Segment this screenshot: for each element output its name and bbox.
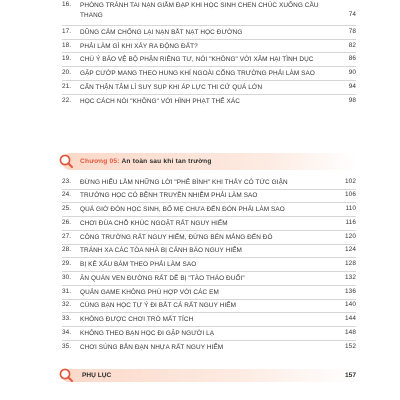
entry-title: DŨNG CẢM CHỐNG LẠI NẠN BẮT NẠT HỌC ĐƯỜNG bbox=[80, 29, 243, 36]
divider bbox=[62, 326, 356, 327]
entry-page: 144 bbox=[345, 315, 356, 322]
entry-title: BỊ KẺ XẤU BÁM THEO PHẢI LÀM SAO bbox=[80, 261, 197, 268]
entry-page: 124 bbox=[345, 246, 356, 253]
entry-title: CHƠI ĐÙA CHỖ KHÚC NGOẶT RẤT NGUY HIỂM bbox=[80, 220, 228, 227]
divider bbox=[62, 25, 356, 26]
divider bbox=[62, 230, 356, 231]
divider bbox=[62, 216, 356, 217]
entry-page: 148 bbox=[345, 329, 356, 336]
magnifier-icon bbox=[59, 368, 73, 382]
divider bbox=[62, 66, 356, 67]
entry-page: 116 bbox=[345, 219, 356, 226]
entry-title: CÙNG BẠN HỌC TỰ Ý ĐI BẮT CÁ RẤT NGUY HIỂM bbox=[80, 302, 237, 309]
divider bbox=[62, 244, 356, 245]
entry-title: CHÚ Ý BẢO VỆ BỘ PHẬN RIÊNG TƯ, NÓI "KHÔNG" VỚI XÂM HẠI TÌNH DỤC bbox=[80, 56, 314, 63]
entry-title: CẨN THẬN TÂM LÍ SUY SỤP KHI ÁP LỰC THI CỬ QUÁ LỚN bbox=[80, 84, 263, 91]
entry-page: 82 bbox=[348, 42, 356, 49]
chapter-name: An toàn sau khi tan trường bbox=[121, 158, 212, 165]
magnifier-icon bbox=[59, 154, 73, 168]
entry-number: 16. bbox=[62, 1, 72, 8]
entry-page: 106 bbox=[345, 191, 356, 198]
entry-number: 17. bbox=[62, 28, 72, 35]
entry-page: 74 bbox=[348, 11, 356, 18]
entry-page: 136 bbox=[345, 288, 356, 295]
entry-title: QUÁ GIỜ ĐÓN HỌC SINH, BỐ MẸ CHƯA ĐẾN ĐÓN PHẢI LÀM SAO bbox=[80, 206, 285, 213]
appendix-page: 157 bbox=[344, 372, 356, 379]
entry-page: 90 bbox=[348, 69, 356, 76]
divider bbox=[62, 202, 356, 203]
entry-number: 32. bbox=[62, 301, 72, 308]
entry-title: TRƯỜNG HỌC CÓ BỆNH TRUYỀN NHIỄM PHẢI LÀM SAO bbox=[80, 192, 258, 199]
entry-page: 94 bbox=[348, 83, 356, 90]
entry-number: 20. bbox=[62, 69, 72, 76]
entry-number: 33. bbox=[62, 315, 72, 322]
entry-number: 27. bbox=[62, 233, 72, 240]
entry-number: 26. bbox=[62, 219, 72, 226]
entry-title: PHÒNG TRÁNH TAI NẠN GIẪM ĐẠP KHI HỌC SINH CHEN CHÚC XUỐNG CẦU THANG bbox=[80, 2, 319, 19]
divider bbox=[62, 285, 356, 286]
entry-title: KHÔNG ĐƯỢC CHƠI TRÒ MẤT TÍCH bbox=[80, 316, 194, 323]
entry-title: ĂN QUÁN VEN ĐƯỜNG RẤT DỄ BỊ "TÀO THÁO ĐUỔI" bbox=[80, 275, 245, 282]
divider bbox=[62, 299, 356, 300]
entry-number: 19. bbox=[62, 55, 72, 62]
appendix-title: PHỤ LỤC bbox=[82, 372, 112, 379]
entry-title: ĐỪNG HIỂU LẦM NHỮNG LỜI "PHÊ BÌNH" KHI THẤY CÓ TỨC GIẬN bbox=[80, 179, 288, 186]
entry-number: 21. bbox=[62, 83, 72, 90]
entry-number: 18. bbox=[62, 42, 72, 49]
divider bbox=[62, 257, 356, 258]
entry-number: 23. bbox=[62, 178, 72, 185]
entry-number: 34. bbox=[62, 329, 72, 336]
entry-number: 35. bbox=[62, 343, 72, 350]
entry-page: 86 bbox=[348, 55, 356, 62]
entry-page: 120 bbox=[345, 233, 356, 240]
entry-page: 152 bbox=[345, 343, 356, 350]
entry-number: 31. bbox=[62, 288, 72, 295]
entry-number: 29. bbox=[62, 260, 72, 267]
divider bbox=[62, 340, 356, 341]
entry-title: QUẢN GAME KHÔNG PHÙ HỢP VỚI CÁC EM bbox=[80, 289, 219, 296]
divider bbox=[62, 39, 356, 40]
entry-page: 128 bbox=[345, 260, 356, 267]
entry-page: 132 bbox=[345, 274, 356, 281]
entry-number: 22. bbox=[62, 97, 72, 104]
chapter-title bbox=[80, 158, 212, 165]
entry-page: 110 bbox=[345, 205, 356, 212]
entry-number: 25. bbox=[62, 205, 72, 212]
divider bbox=[62, 312, 356, 313]
divider bbox=[62, 189, 356, 190]
entry-number: 24. bbox=[62, 191, 72, 198]
entry-page: 102 bbox=[345, 178, 356, 185]
entry-page: 78 bbox=[348, 28, 356, 35]
entry-title: CHƠI SÚNG BẮN ĐẠN NHỰA RẤT NGUY HIỂM bbox=[80, 344, 224, 351]
entry-title: CÔNG TRƯỜNG RẤT NGUY HIỂM, ĐỪNG BÉN MẢNG ĐẾN ĐÓ bbox=[80, 234, 273, 241]
entry-title: GẶP CƯỚP MANG THEO HUNG KHÍ NGOÀI CỔNG TRƯỜNG PHẢI LÀM SAO bbox=[80, 70, 315, 77]
entry-number: 30. bbox=[62, 274, 72, 281]
entry-title: PHẢI LÀM GÌ KHI XẢY RA ĐỘNG ĐẤT? bbox=[80, 43, 198, 50]
entry-title: HỌC CÁCH NÓI "KHÔNG" VỚI HÌNH PHẠT THỂ XÁC bbox=[80, 98, 240, 105]
entry-title: KHÔNG THEO BẠN HỌC ĐI GẶP NGƯỜI LẠ bbox=[80, 330, 215, 337]
entry-title: TRÁNH XA CÁC TÒA NHÀ BỊ CẢNH BÁO NGUY HIỂM bbox=[80, 247, 242, 254]
divider bbox=[62, 80, 356, 81]
entry-page: 98 bbox=[348, 97, 356, 104]
divider bbox=[62, 52, 356, 53]
entry-page: 140 bbox=[345, 301, 356, 308]
divider bbox=[62, 271, 356, 272]
entry-number: 28. bbox=[62, 246, 72, 253]
chapter-prefix: Chương 05: bbox=[80, 158, 120, 165]
divider bbox=[62, 94, 356, 95]
